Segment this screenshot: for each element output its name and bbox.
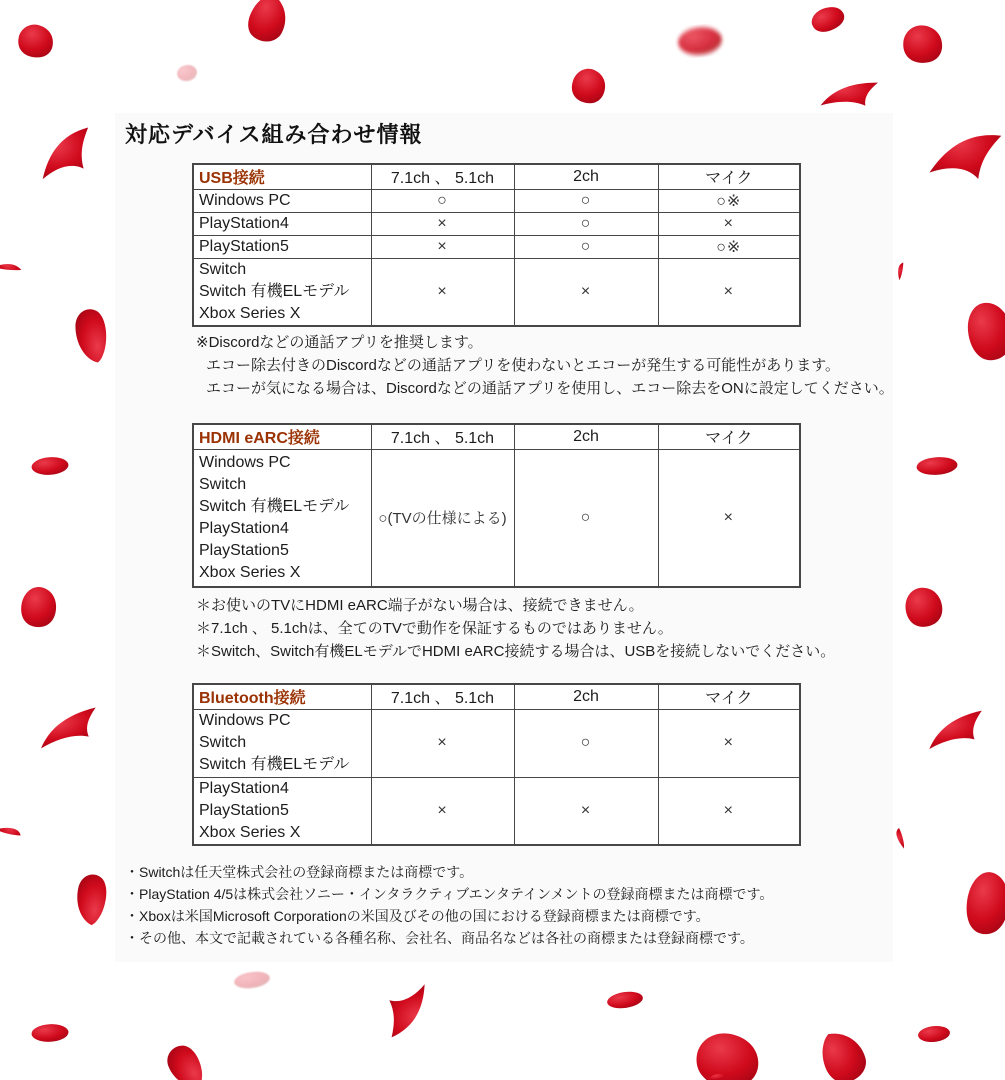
device-name: PlayStation5: [199, 541, 289, 559]
value-cell: ×: [658, 449, 800, 587]
value-cell: ○(TVの仕様による): [371, 449, 514, 587]
value-cell: ○: [514, 449, 658, 587]
column-header-71ch: 7.1ch 、 5.1ch: [371, 684, 514, 709]
table-header-row: [193, 424, 800, 449]
value-cell: ○: [514, 235, 658, 258]
table-name-cell: HDMI eARC接続: [193, 424, 371, 449]
device-name: Switch 有機ELモデル: [199, 282, 350, 300]
column-header-2ch: 2ch: [514, 164, 658, 189]
device-name: Xbox Series X: [199, 823, 301, 841]
table-row: [193, 258, 800, 326]
value-cell: ○: [371, 189, 514, 212]
column-header-mic: マイク: [658, 164, 800, 189]
footer-note-line: ・Xboxは米国Microsoft Corporationの米国及びその他の国における登録商標または商標です。: [125, 908, 710, 924]
rose-petal: [891, 828, 912, 849]
device-cell: [193, 449, 371, 587]
footer-note-line: ・PlayStation 4/5は株式会社ソニー・インタラクティブエンタテインメントの登録商標または商標です。: [125, 886, 774, 902]
device-name: Switch: [199, 260, 247, 278]
value-cell: ×: [658, 258, 800, 326]
device-name: PlayStation4: [199, 214, 289, 232]
device-cell: [193, 777, 371, 845]
rose-petal: [917, 1024, 950, 1043]
value-cell: ×: [514, 777, 658, 845]
column-header-71ch: 7.1ch 、 5.1ch: [371, 424, 514, 449]
table-row: [193, 189, 800, 212]
footer-note-line: ・Switchは任天堂株式会社の登録商標または商標です。: [125, 864, 474, 880]
table-name-cell: Bluetooth接続: [193, 684, 371, 709]
rose-petal: [567, 64, 610, 107]
rose-petal: [904, 586, 944, 629]
note-line: ＊お使いのTVにHDMI eARC端子がない場合は、接続できません。: [196, 597, 644, 614]
device-name: PlayStation4: [199, 779, 289, 797]
rose-petal: [808, 2, 847, 36]
note-line: エコー除去付きのDiscordなどの通話アプリを使わないとエコーが発生する可能性があります。: [206, 357, 841, 374]
device-name: Windows PC: [199, 712, 291, 729]
device-name: Windows PC: [199, 191, 291, 209]
rose-petal: [162, 1040, 211, 1080]
device-name: PlayStation5: [199, 801, 289, 819]
rose-petal: [606, 990, 644, 1011]
note-line: エコーが気になる場合は、Discordなどの通話アプリを使用し、エコー除去をONに設定してください。: [206, 380, 894, 397]
rose-petal: [15, 22, 56, 61]
rose-petal: [75, 873, 108, 926]
value-cell: ×: [658, 777, 800, 845]
note-line: ＊Switch、Switch有機ELモデルでHDMI eARC接続する場合は、USBを接続しないでください。: [196, 643, 836, 660]
value-cell: ×: [371, 709, 514, 777]
rose-petal: [36, 707, 101, 748]
rose-petal: [821, 79, 878, 110]
table-row: [193, 449, 800, 587]
note-line: ※Discordなどの通話アプリを推奨します。: [196, 334, 483, 351]
value-cell: ×: [371, 235, 514, 258]
column-header-mic: マイク: [658, 424, 800, 449]
rose-petal: [31, 456, 69, 476]
device-name: Switch 有機ELモデル: [199, 756, 350, 773]
value-cell: ○: [514, 709, 658, 777]
footer-note-line: ・その他、本文で記載されている各種名称、会社名、商品名などは各社の商標または登録商標です。: [125, 930, 754, 946]
column-header-mic: マイク: [658, 684, 800, 709]
rose-petal: [0, 819, 21, 845]
device-cell: [193, 709, 371, 777]
bluetooth-connection-table: [192, 683, 801, 846]
value-cell: ×: [514, 258, 658, 326]
table-row: [193, 212, 800, 235]
page-title: 対応デバイス組み合わせ情報: [125, 122, 423, 147]
device-name: Switch: [199, 734, 247, 751]
rose-petal: [73, 307, 110, 365]
device-cell: [193, 258, 371, 326]
table-header-row: [193, 164, 800, 189]
value-cell: ×: [371, 212, 514, 235]
rose-petal: [233, 970, 271, 991]
device-name: Switch 有機ELモデル: [199, 497, 350, 515]
device-name: Switch: [199, 475, 247, 493]
device-cell: [193, 235, 371, 258]
rose-petal: [692, 1029, 763, 1080]
trademark-footer: [125, 861, 773, 949]
rose-petal: [892, 262, 910, 280]
rose-petal: [677, 25, 724, 57]
table-row: [193, 709, 800, 777]
note-line: ＊7.1ch 、 5.1chは、全てのTVで動作を保証するものではありません。: [196, 620, 673, 637]
usb-notes: [196, 331, 894, 400]
value-cell: ○※: [658, 235, 800, 258]
rose-petal: [176, 63, 199, 83]
column-header-71ch: 7.1ch 、 5.1ch: [371, 164, 514, 189]
value-cell: ○: [514, 189, 658, 212]
usb-connection-table: [192, 163, 801, 327]
table-row: [193, 777, 800, 845]
rose-petal: [902, 24, 944, 65]
rose-petal: [925, 711, 986, 749]
value-cell: ○※: [658, 189, 800, 212]
device-name: Xbox Series X: [199, 304, 301, 322]
table-name-cell: USB接続: [193, 164, 371, 189]
rose-petal: [31, 1023, 69, 1043]
device-name: Windows PC: [199, 453, 291, 471]
column-header-2ch: 2ch: [514, 424, 658, 449]
device-name: PlayStation4: [199, 519, 289, 537]
rose-petal: [916, 456, 958, 476]
rose-petal: [813, 1024, 872, 1080]
rose-petal: [0, 256, 22, 281]
rose-petal: [36, 128, 94, 180]
rose-petal: [929, 121, 1001, 187]
column-header-2ch: 2ch: [514, 684, 658, 709]
device-cell: [193, 189, 371, 212]
value-cell: ×: [371, 777, 514, 845]
hdmi-earc-connection-table: [192, 423, 801, 588]
device-name: Xbox Series X: [199, 563, 301, 581]
rose-petal: [18, 584, 59, 629]
value-cell: ×: [658, 212, 800, 235]
rose-petal: [963, 870, 1005, 937]
device-cell: [193, 212, 371, 235]
hdmi-earc-notes: [196, 594, 835, 663]
rose-petal: [379, 984, 437, 1037]
rose-petal: [244, 0, 293, 46]
table-header-row: [193, 684, 800, 709]
value-cell: ○: [514, 212, 658, 235]
value-cell: ×: [658, 709, 800, 777]
rose-petal: [964, 299, 1005, 364]
value-cell: ×: [371, 258, 514, 326]
device-name: PlayStation5: [199, 237, 289, 255]
table-row: [193, 235, 800, 258]
